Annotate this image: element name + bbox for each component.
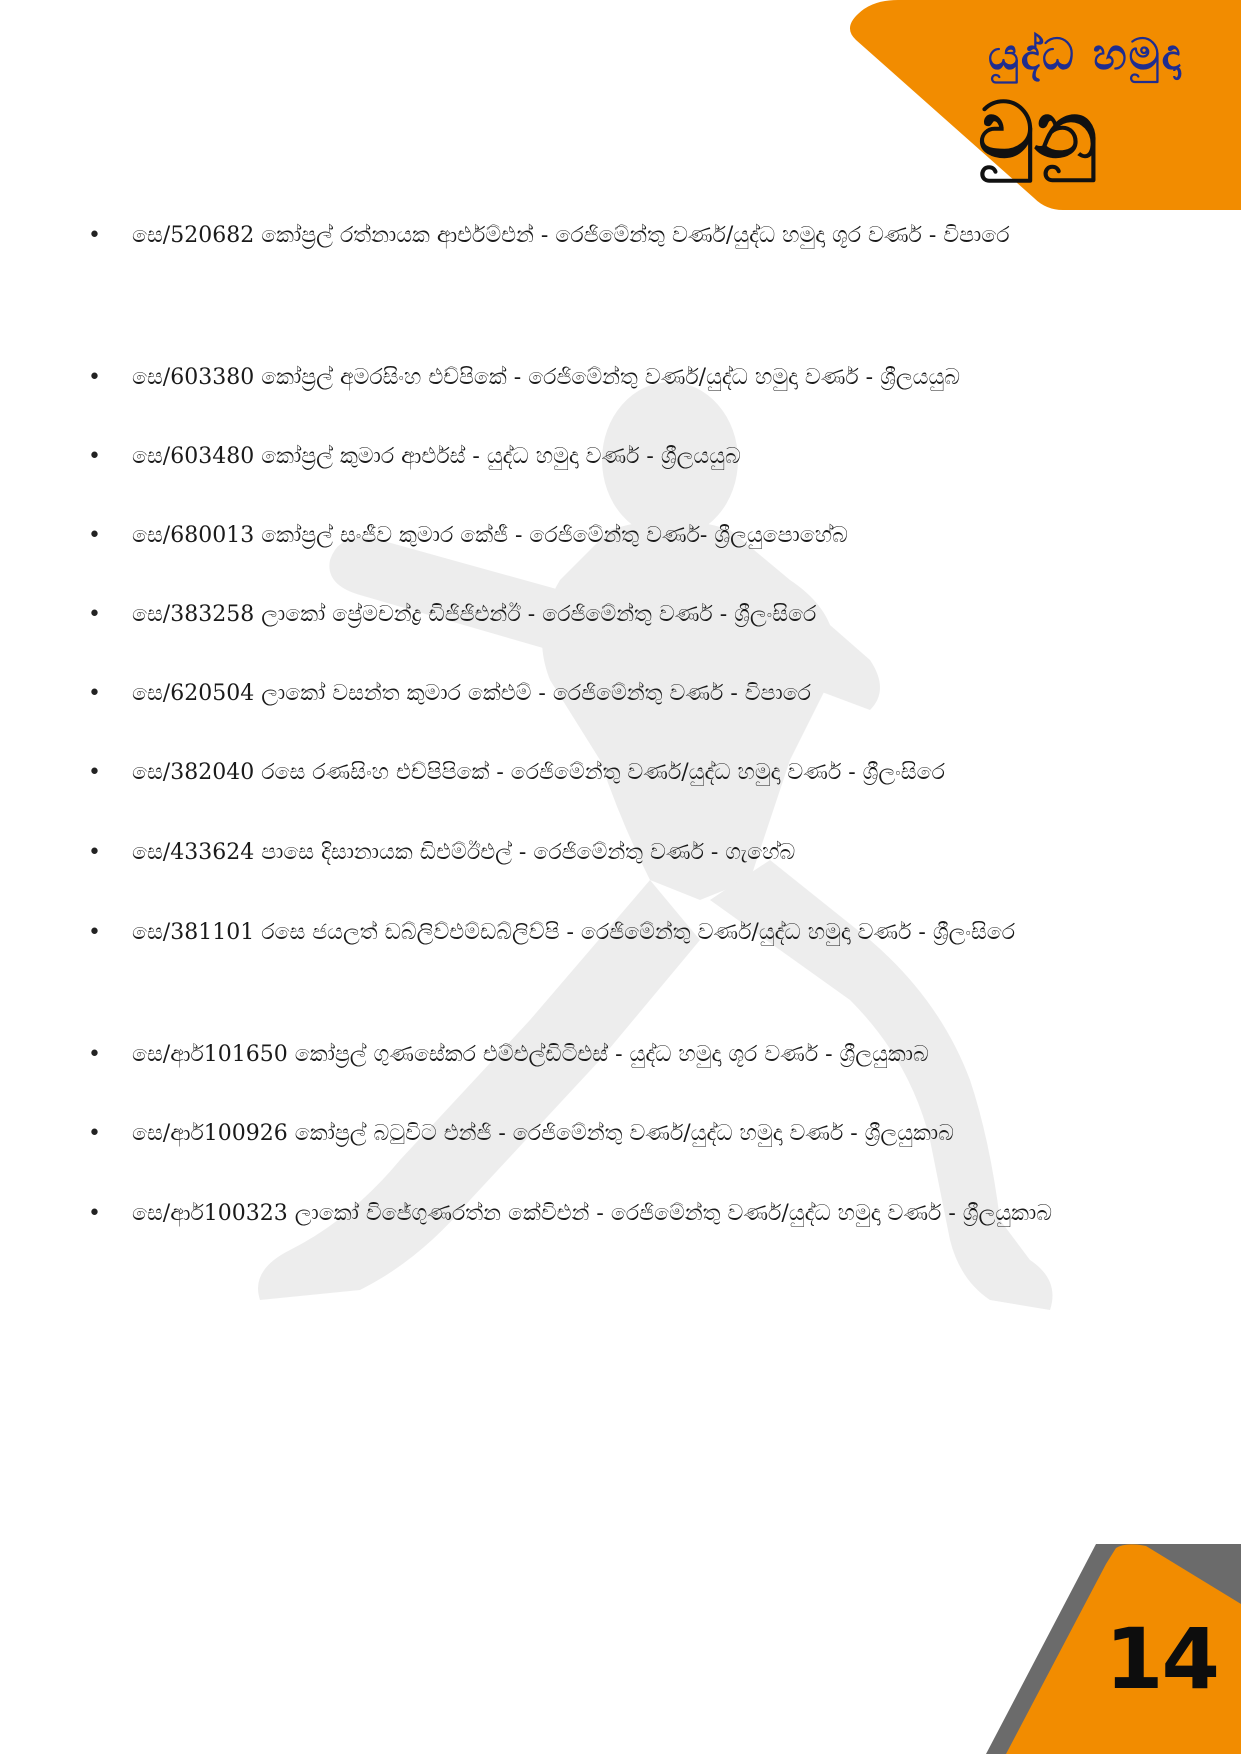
list-item [88, 595, 1170, 635]
magazine-title-main: වුනු [978, 86, 1098, 176]
magazine-title [848, 0, 1241, 210]
list-item [88, 516, 1170, 556]
bullet: • [88, 760, 101, 785]
list-item-text: සෙ/520682 කෝප්‍රල් රත්නායක ආර්එම්එන් - රෙජිමේන්තු වර්ණ/යුද්ධ හමුදා ශූර වර්ණ - විපාරෙ [132, 223, 1010, 248]
list-item [88, 913, 1170, 993]
list-item-text: සෙ/433624 පාසෙ දිසානායක ඩිඑම්ඊඑල් - රෙජිමේන්තු වර්ණ - ගැහේබ [132, 840, 796, 865]
list-item-text: සෙ/ආර්100323 ලාකෝ විජේගුණරත්න කේවිඑන් - රෙජිමේන්තු වර්ණ/යුද්ධ හමුදා වර්ණ - ශ්‍රීලයුකාබ [132, 1201, 1052, 1226]
list-item [88, 358, 1170, 398]
bullet: • [88, 681, 101, 706]
list-item [88, 674, 1170, 714]
bullet: • [88, 223, 101, 248]
list-item [88, 833, 1170, 873]
bullet: • [88, 1121, 101, 1146]
list-item-text: සෙ/382040 රසෙ රණසිංහ එච්පිපිකේ - රෙජිමේන්තු වර්ණ/යුද්ධ හමුදා වර්ණ - ශ්‍රීලංසිරෙ [132, 760, 945, 785]
list-item-text: සෙ/603380 කෝප්‍රල් අමරසිංහ එච්පිකේ - රෙජිමේන්තු වර්ණ/යුද්ධ හමුදා වර්ණ - ශ්‍රීලයයුබ [132, 365, 960, 390]
list-item [88, 216, 1170, 296]
bullet: • [88, 840, 101, 865]
list-item-text: සෙ/680013 කෝප්‍රල් සංජීව කුමාර කේජී - රෙජිමේන්තු වර්ණ- ශ්‍රීලයුපොහේබ [132, 523, 848, 548]
list-item [88, 1194, 1170, 1274]
bullet: • [88, 444, 101, 469]
bullet: • [88, 523, 101, 548]
bullet: • [88, 365, 101, 390]
bullet: • [88, 1042, 101, 1067]
list-item [88, 753, 1170, 793]
list-item [88, 437, 1170, 477]
list-item [88, 1035, 1170, 1075]
header-badge [848, 0, 1241, 210]
bullet: • [88, 602, 101, 627]
list-item-text: සෙ/620504 ලාකෝ වසන්ත කුමාර කේඑම් - රෙජිමේන්තු වර්ණ - විපාරෙ [132, 681, 811, 706]
page-number: 14 [1105, 1610, 1218, 1708]
bullet: • [88, 1201, 101, 1226]
list-item-text: සෙ/603480 කෝප්‍රල් කුමාර ආර්එස් - යුද්ධ හමුදා වර්ණ - ශ්‍රීලයයුබ [132, 444, 741, 469]
list-item [88, 1114, 1170, 1154]
list-item-text: සෙ/381101 රසෙ ජයලත් ඩබ්ලිව්එම්ඩබ්ලිව්පි - රෙජිමේන්තු වර්ණ/යුද්ධ හමුදා වර්ණ - ශ්‍රීලංසිරෙ [132, 920, 1016, 945]
list-item-text: සෙ/ආර්101650 කෝප්‍රල් ගුණසේකර එම්එල්ඩිටිඑස් - යුද්ධ හමුදා ශූර වර්ණ - ශ්‍රීලයුකාබ [132, 1042, 929, 1067]
list-item-text: සෙ/ආර්100926 කෝප්‍රල් බටුවිට එන්ජි - රෙජිමේන්තු වර්ණ/යුද්ධ හමුදා වර්ණ - ශ්‍රීලයුකාබ [132, 1121, 954, 1146]
bullet: • [88, 920, 101, 945]
magazine-title-top: යුද්ධ හමුදා [988, 30, 1183, 80]
list-item-text: සෙ/383258 ලාකෝ ප්‍රේමචන්ද්‍ර ඩිජිජිඑන්ඊ - රෙජිමේන්තු වර්ණ - ශ්‍රීලංසිරෙ [132, 602, 817, 627]
